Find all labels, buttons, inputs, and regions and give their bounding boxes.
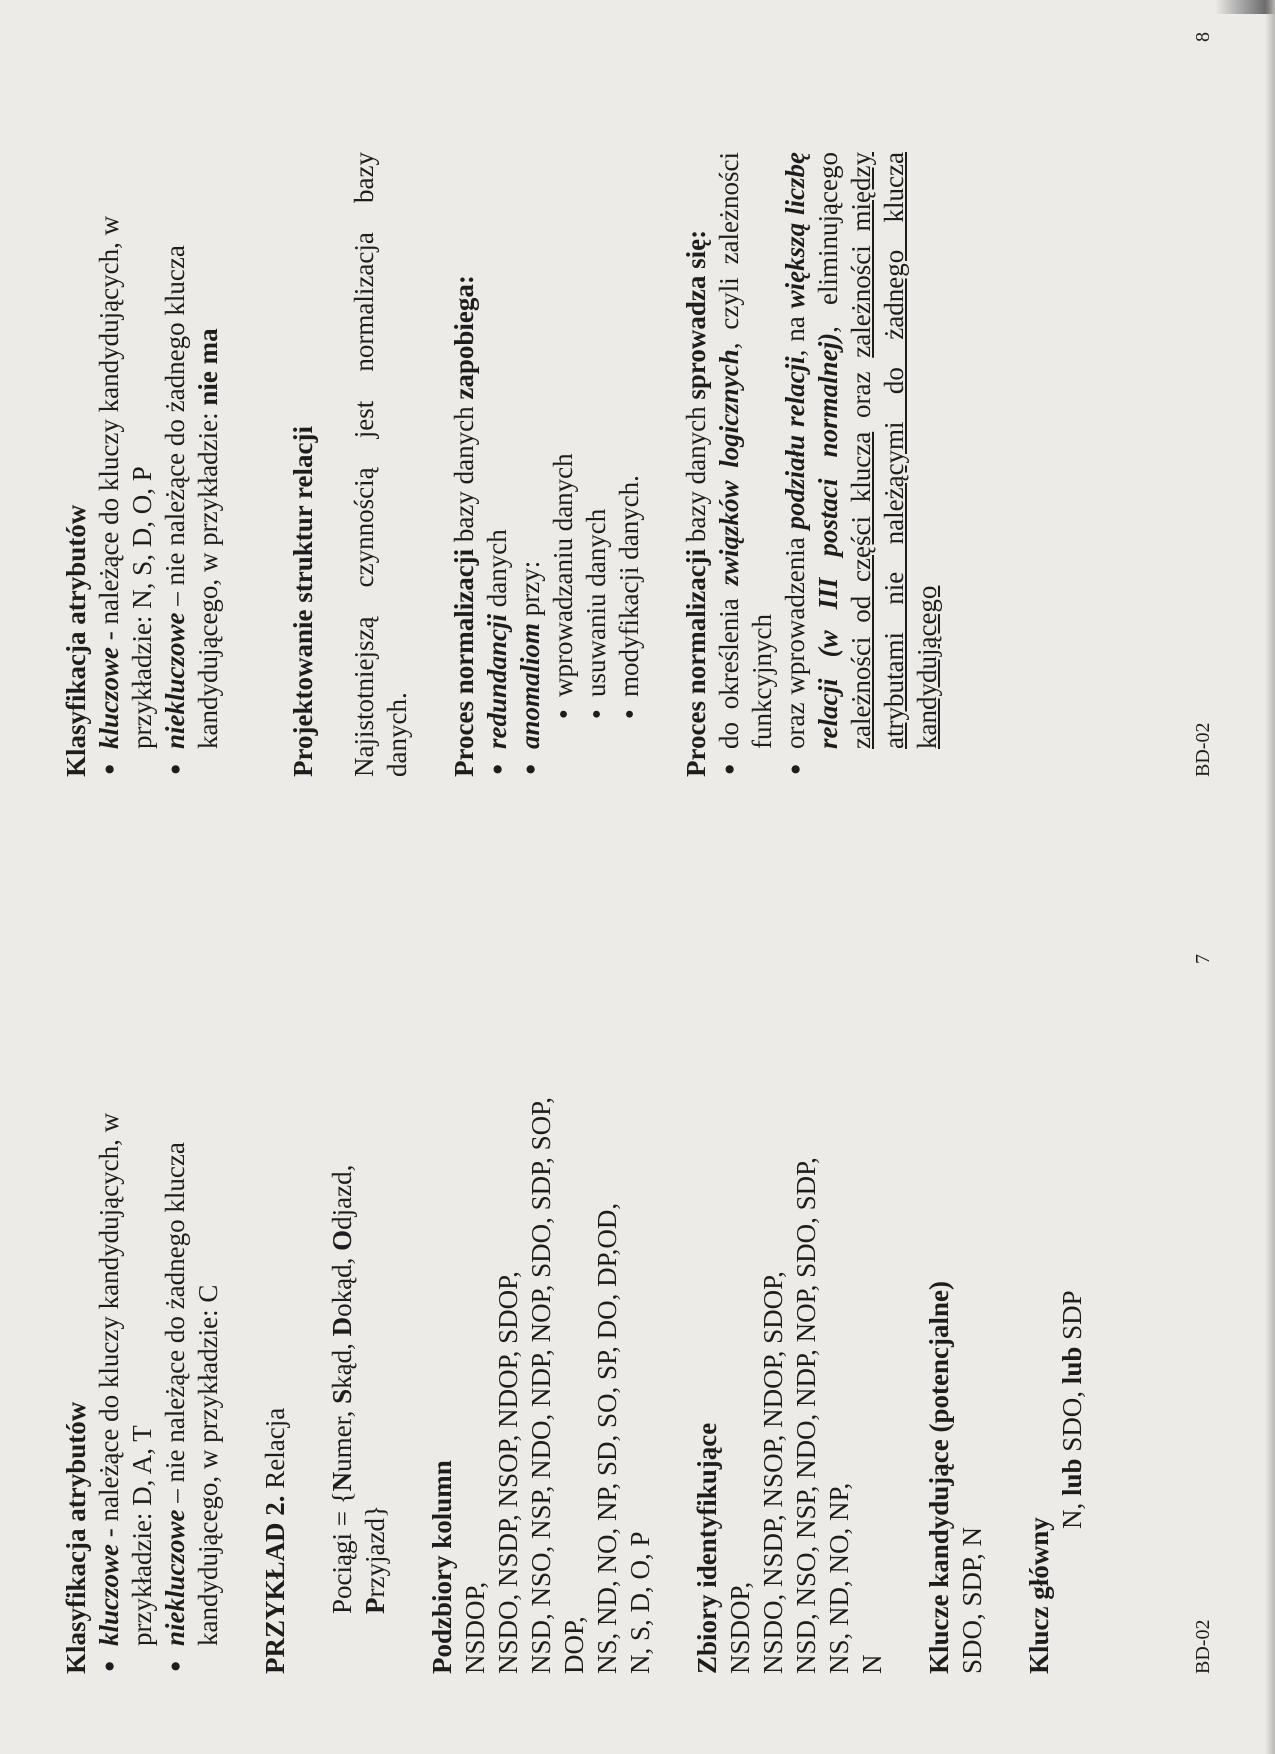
term-nonkey: niekluczowe — [160, 1509, 190, 1646]
normalization-mid: bazy danych — [449, 399, 479, 549]
rel-d-rest: okąd, — [327, 1250, 357, 1317]
term-nonkey: niekluczowe — [160, 612, 190, 749]
list-item: ● wprowadzaniu danych — [547, 152, 580, 719]
rel-d: D — [327, 1316, 357, 1337]
list-item-nonkey-attributes — [159, 1074, 225, 1674]
example-2-heading — [259, 1074, 292, 1674]
page-7 — [0, 877, 1275, 1754]
attribute-classification-list — [93, 1074, 225, 1674]
normalization-reduces-heading — [680, 152, 713, 777]
logical-relations-post: , czyli zależności funkcyjnych — [714, 151, 777, 749]
nonkey-none: nie ma — [193, 328, 223, 406]
primary-key-heading: Klucz główny — [1024, 1517, 1054, 1674]
rel-n: N — [327, 1471, 357, 1492]
page-number-8: 8 — [1192, 32, 1214, 42]
reduces-term: sprowadza się: — [681, 229, 711, 400]
list-item-relation-split — [779, 152, 944, 777]
rel-s-rest: kąd, — [327, 1336, 357, 1389]
key-description: - należące do kluczy kandydujących, w — [94, 1112, 124, 1544]
rel-p: P — [360, 1597, 390, 1614]
list-item: N — [857, 1654, 887, 1674]
anomalies-sublist — [547, 152, 646, 749]
term-redundancy: redundancji — [482, 613, 512, 749]
list-item-nonkey-attributes — [159, 152, 225, 777]
list-item: NS, ND, NO, NP, — [824, 1482, 854, 1674]
split-pre: oraz wprowadzenia — [780, 529, 810, 749]
list-item: ● modyfikacji danych. — [613, 152, 646, 719]
nonkey-example: kandydującego, w przykładzie: C — [193, 1284, 223, 1646]
term-key: kluczowe — [94, 1543, 124, 1646]
prevents-term: zapobiega: — [449, 275, 479, 400]
list-item: NSDO, NSDP, NSOP, NDOP, SDOP, — [493, 1271, 523, 1674]
rel-s: S — [327, 1388, 357, 1404]
identifying-sets-list — [724, 1074, 889, 1674]
anomalies-rest: przy: — [515, 560, 545, 623]
column-subsets-list — [459, 1074, 657, 1674]
attribute-classification-heading: Klasyfikacja atrybutów — [61, 1401, 91, 1674]
structure-design-heading: Projektowanie struktur relacji — [288, 426, 318, 777]
logical-relations-pre: do określenia — [714, 585, 744, 749]
pk-sdp: SDP — [1057, 1290, 1087, 1347]
list-item-logical-relations — [713, 152, 779, 777]
attribute-classification-heading: Klasyfikacja atrybutów — [61, 504, 91, 777]
pk-or-2: lub — [1057, 1346, 1087, 1385]
nonkey-example — [192, 152, 225, 749]
key-example: przykładzie: N, S, D, O, P — [127, 466, 157, 749]
normalization-mid: bazy danych — [681, 399, 711, 549]
term-key: kluczowe — [94, 646, 124, 749]
list-item-redundancy — [481, 152, 514, 777]
nonkey-example-text: kandydującego, w przykładzie: — [193, 405, 223, 749]
list-item: NSD, NSO, NSP, NDO, NDP, NOP, SDO, SDP, SOP, — [526, 1097, 556, 1674]
split-eliminating: , eliminującego — [813, 152, 843, 333]
term-relation-split: podziału relacji — [780, 356, 810, 530]
column-subsets-heading: Podzbiory kolumn — [427, 1460, 457, 1674]
page-8-content — [60, 152, 944, 777]
example-label: PRZYKŁAD 2. — [260, 1495, 290, 1674]
list-item: ● usuwaniu danych — [580, 152, 613, 719]
attribute-classification-list — [93, 152, 225, 777]
list-item: DOP, — [559, 1616, 589, 1674]
term-third-normal-form: większą liczbę relacji (w III postaci normalnej) — [780, 152, 843, 749]
rel-p-rest: rzyjazd} — [360, 1505, 390, 1598]
rel-o: O — [327, 1229, 357, 1251]
normalization-prevents-list — [481, 152, 646, 777]
transitive-dependency: zależności między atrybutami nie należącymi do żadnego klucza kandydującego — [846, 152, 942, 749]
pk-n: N, — [1057, 1496, 1087, 1529]
structure-design-paragraph: Najistotniejszą czynnością jest normalizacja bazy danych. — [349, 152, 412, 777]
list-item-anomalies — [514, 152, 646, 777]
normalization-prevents-heading — [448, 152, 481, 777]
list-item-key-attributes — [93, 1074, 159, 1674]
term-logical-relations: związków logicznych — [714, 349, 744, 586]
nonkey-description: – nie należące do żadnego klucza — [160, 1142, 190, 1510]
footer-code-left: BD-02 — [1192, 1619, 1214, 1674]
list-item: NSDO, NSDP, NSOP, NDOP, SDOP, — [758, 1271, 788, 1674]
list-item: NSDOP, — [460, 1581, 490, 1674]
list-item: NSD, NSO, NSP, NDO, NDP, NOP, SDO, SDP, — [791, 1157, 821, 1674]
list-item: N, S, D, O, P — [625, 1531, 655, 1674]
normalization-term: Proces normalizacji — [449, 548, 479, 777]
key-example: przykładzie: D, A, T — [127, 1425, 157, 1646]
list-item: NS, ND, NO, NP, SD, SO, SP, DO, DP,OD, — [592, 1202, 622, 1674]
partial-key-dependency: zależności od części klucza — [846, 431, 876, 749]
primary-key-value — [1056, 1074, 1089, 1674]
key-description: - należące do kluczy kandydujących, w — [94, 215, 124, 647]
example-text: Relacja — [260, 1407, 290, 1496]
list-item-key-attributes — [93, 152, 159, 777]
split-mid: , na — [780, 308, 810, 357]
identifying-sets-heading: Zbiory identyfikujące — [692, 1422, 722, 1674]
normalization-term: Proces normalizacji — [681, 548, 711, 777]
footer-code-right: BD-02 — [1192, 722, 1214, 777]
rel-n-rest: umer, — [327, 1403, 357, 1472]
pk-or-1: lub — [1057, 1458, 1087, 1496]
candidate-keys-heading: Klucze kandydujące (potencjalne) — [924, 1281, 954, 1674]
list-item: NSDOP, — [725, 1581, 755, 1674]
term-anomalies: anomaliom — [515, 622, 545, 749]
relation-definition — [326, 1074, 392, 1674]
nonkey-description: – nie należące do żadnego klucza — [160, 245, 190, 613]
candidate-keys-value: SDO, SDP, N — [957, 1526, 987, 1674]
redundancy-rest: danych — [482, 529, 512, 614]
normalization-reduces-list — [713, 152, 944, 777]
split-and: oraz — [846, 357, 876, 432]
rel-o-rest: djazd, — [327, 1164, 357, 1230]
pk-sdo: SDO, — [1057, 1384, 1087, 1459]
page-number-7: 7 — [1192, 954, 1214, 964]
page-7-content — [60, 1074, 1089, 1674]
relation-prefix: Pociągi = { — [327, 1491, 357, 1614]
